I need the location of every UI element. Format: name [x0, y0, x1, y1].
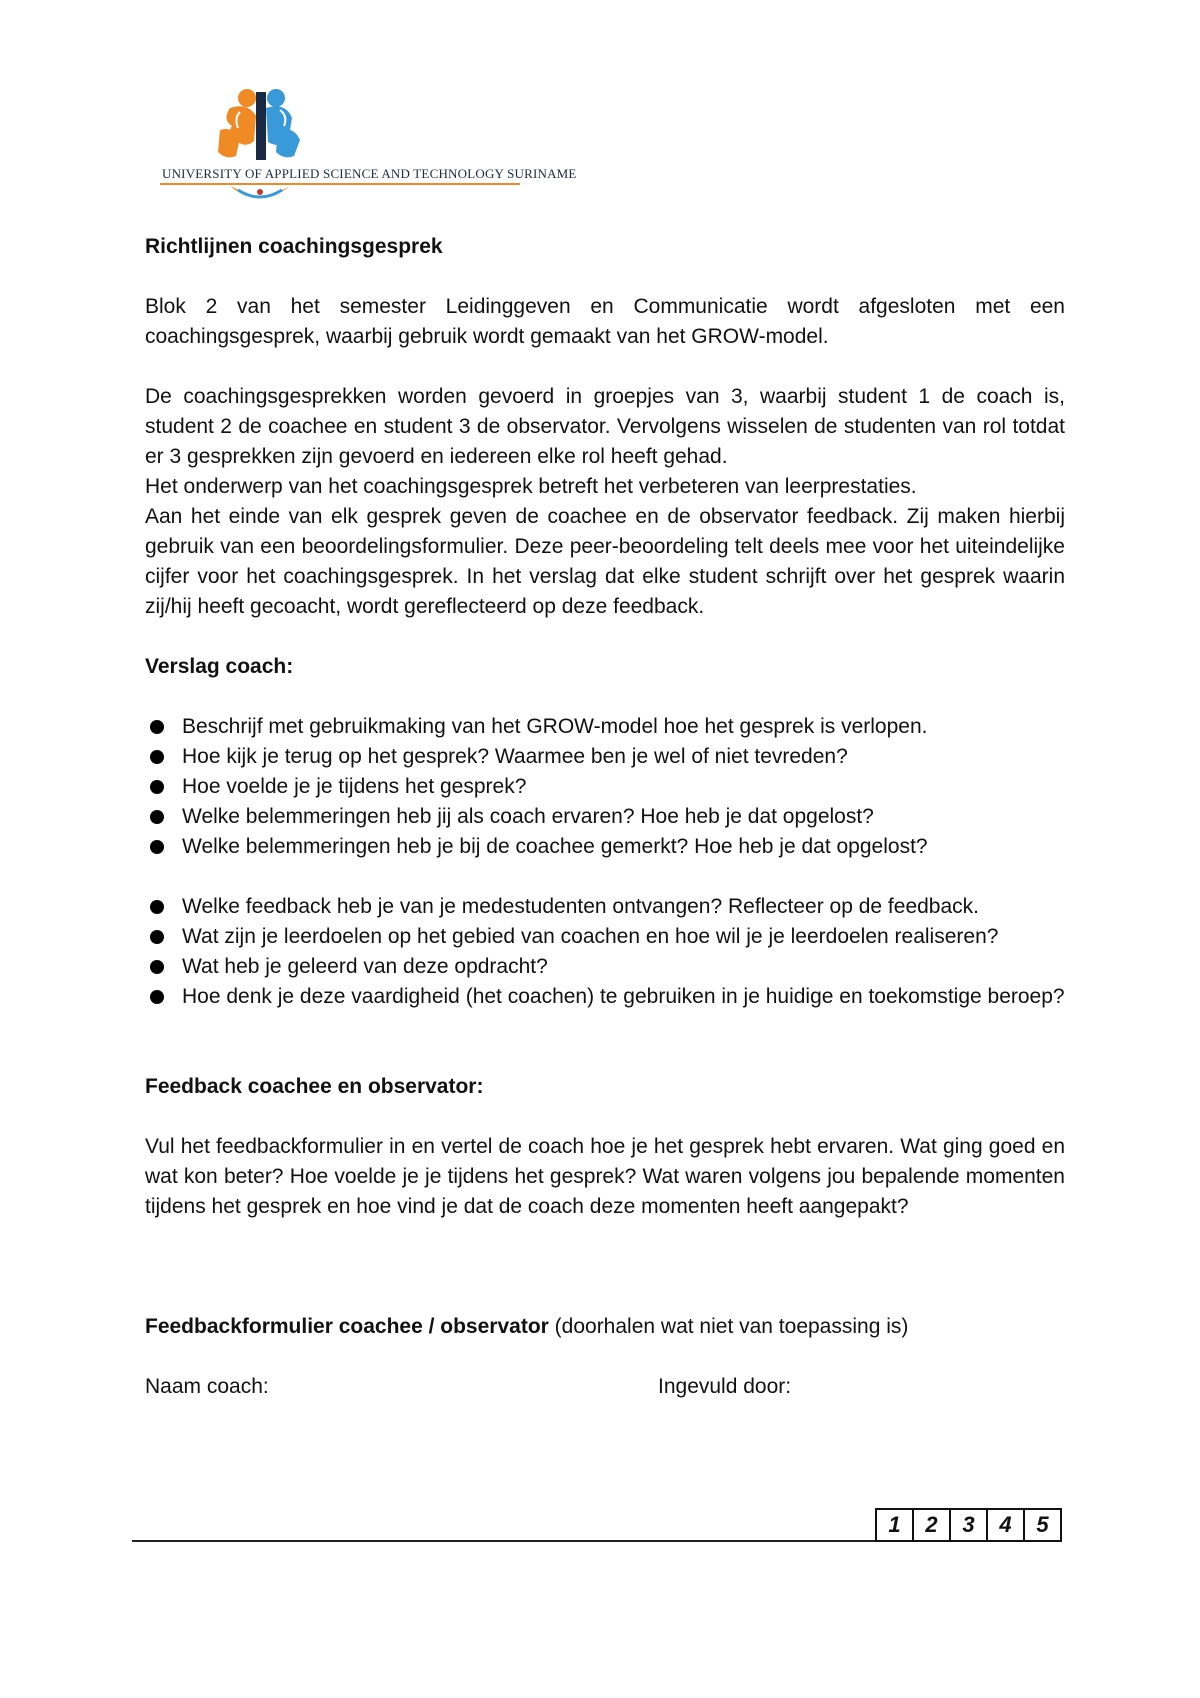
document-title: Richtlijnen coachingsgesprek [145, 235, 443, 258]
feedback-instructions: Vul het feedbackformulier in en vertel de coach hoe je het gesprek hebt ervaren. Wat ging goed en wat kon beter? Hoe voelde je je tijdens het gesprek? Wat waren volgens jou bepalende momenten tijdens het gesprek en hoe vind je dat de coach deze momenten heeft aangepakt? [145, 1135, 1065, 1218]
ingevuld-door-label: Ingevuld door: [658, 1375, 792, 1398]
svg-text:UNIVERSITY OF APPLIED SCIENCE: UNIVERSITY OF APPLIED SCIENCE AND TECHNOLOGY SURINAME [162, 166, 577, 181]
bullet-icon [150, 720, 164, 734]
topic-paragraph: Het onderwerp van het coachingsgesprek betreft het verbeteren van leerprestaties. [145, 475, 917, 498]
form-title: Feedbackformulier coachee / observator (doorhalen wat niet van toepassing is) [145, 1315, 909, 1338]
list-item: Hoe voelde je je tijdens het gesprek? [145, 772, 1065, 802]
document-body [145, 232, 1065, 1402]
list-item: Wat zijn je leerdoelen op het gebied van coachen en hoe wil je je leerdoelen realiseren? [145, 922, 1065, 952]
intro-paragraph: Blok 2 van het semester Leidinggeven en Communicatie wordt afgesloten met een coachingsgesprek, waarbij gebruik wordt gemaakt van het GROW-model. [145, 295, 1065, 348]
feedback-process-paragraph: Aan het einde van elk gesprek geven de coachee en de observator feedback. Zij maken hierbij gebruik van een beoordelingsformulier. Deze peer-beoordeling telt deels mee voor het uiteindelijke cijfer voor het coachingsgesprek. In het verslag dat elke student schrijft over het gesprek waarin zij/hij heeft gecoacht, wordt gereflecteerd op deze feedback. [145, 505, 1065, 618]
list-item: Welke feedback heb je van je medestudenten ontvangen? Reflecteer op de feedback. [145, 892, 1065, 922]
list-item: Hoe denk je deze vaardigheid (het coachen) te gebruiken in je huidige en toekomstige beroep? [145, 982, 1065, 1012]
feedback-heading: Feedback coachee en observator: [145, 1075, 484, 1098]
rating-box-5: 5 [1023, 1508, 1062, 1542]
bullet-icon [150, 750, 164, 764]
bullet-icon [150, 960, 164, 974]
university-logo-image [160, 86, 577, 206]
rating-box-3: 3 [949, 1508, 988, 1542]
bullet-icon [150, 810, 164, 824]
bullet-icon [150, 840, 164, 854]
bullet-icon [150, 930, 164, 944]
form-name-row [145, 1372, 1065, 1402]
rating-box-2: 2 [912, 1508, 951, 1542]
list-item: Beschrijf met gebruikmaking van het GROW-model hoe het gesprek is verlopen. [145, 712, 1065, 742]
rating-box-4: 4 [986, 1508, 1025, 1542]
bullet-icon [150, 990, 164, 1004]
list-item: Wat heb je geleerd van deze opdracht? [145, 952, 1065, 982]
rating-scale-row [132, 1508, 1062, 1542]
list-item: Welke belemmeringen heb jij als coach ervaren? Hoe heb je dat opgelost? [145, 802, 1065, 832]
groups-paragraph: De coachingsgesprekken worden gevoerd in groepjes van 3, waarbij student 1 de coach is, student 2 de coachee en student 3 de observator. Vervolgens wisselen de studenten van rol totdat er 3 gesprekken zijn gevoerd en iedereen elke rol heeft gehad. [145, 385, 1065, 468]
verslag-bullets-1 [145, 712, 1065, 862]
verslag-heading: Verslag coach: [145, 655, 294, 678]
bullet-icon [150, 780, 164, 794]
rating-scale [877, 1508, 1062, 1542]
list-item: Hoe kijk je terug op het gesprek? Waarmee ben je wel of niet tevreden? [145, 742, 1065, 772]
bullet-icon [150, 900, 164, 914]
verslag-bullets-2 [145, 892, 1065, 1012]
rating-box-1: 1 [875, 1508, 914, 1542]
list-item: Welke belemmeringen heb je bij de coachee gemerkt? Hoe heb je dat opgelost? [145, 832, 1065, 862]
naam-coach-label: Naam coach: [145, 1375, 269, 1398]
university-logo [160, 86, 577, 206]
